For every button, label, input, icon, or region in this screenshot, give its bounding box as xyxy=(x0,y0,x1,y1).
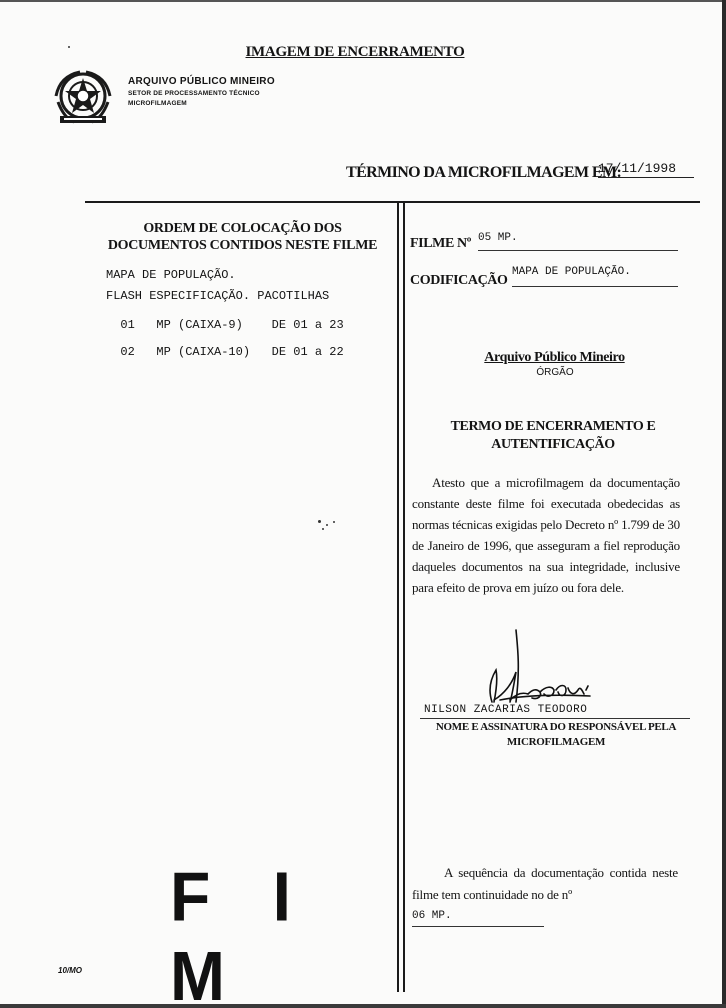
row-spec: MP (CAIXA-10) xyxy=(156,345,251,359)
institution-sector: SETOR DE PROCESSAMENTO TÉCNICO xyxy=(128,90,260,97)
filme-label: FILME Nº xyxy=(410,236,471,251)
scan-edge-top xyxy=(0,0,726,2)
row-pacotilhas: DE 01 a 22 xyxy=(271,345,344,359)
institution-name: ARQUIVO PÚBLICO MINEIRO xyxy=(128,76,275,87)
vertical-divider xyxy=(397,202,399,992)
signature-image xyxy=(470,620,620,710)
table-row xyxy=(106,318,344,332)
column-flash: FLASH xyxy=(106,289,143,303)
collection-name: MAPA DE POPULAÇÃO. xyxy=(106,268,236,282)
scan-speck xyxy=(318,520,321,523)
termo-heading: TERMO DE ENCERRAMENTO E AUTENTIFICAÇÃO xyxy=(450,419,656,452)
scan-speck xyxy=(68,46,70,48)
table-row xyxy=(106,345,344,359)
horizontal-divider xyxy=(85,201,700,203)
institution-block xyxy=(128,76,275,107)
row-flash: 02 xyxy=(120,345,135,359)
column-especificacao: ESPECIFICAÇÃO. xyxy=(149,289,251,303)
row-spec: MP (CAIXA-9) xyxy=(156,318,243,332)
codificacao-value: MAPA DE POPULAÇÃO. xyxy=(512,266,678,287)
row-flash: 01 xyxy=(120,318,135,332)
scan-speck xyxy=(333,521,335,523)
responsavel-caption: NOME E ASSINATURA DO RESPONSÁVEL PELA MICROFILMAGEM xyxy=(435,721,677,748)
termino-date: 17/11/1998 xyxy=(598,161,694,178)
signature-line xyxy=(420,718,690,719)
vertical-divider-inner xyxy=(403,202,405,992)
scan-speck xyxy=(326,524,328,526)
scan-edge-bottom xyxy=(0,1004,726,1008)
table-header xyxy=(106,289,329,303)
ordem-heading: ORDEM DE COLOCAÇÃO DOS DOCUMENTOS CONTIDOS NESTE FILME xyxy=(107,221,378,253)
sequencia-value: 06 MP. xyxy=(412,910,544,927)
termo-text: Atesto que a microfilmagem da documentação constante deste filme foi executada obedecidas as normas técnicas exigidas pelo Decreto nº 1.799 de 30 de Janeiro de 1996, que asseguram a fiel reprodução daqueles documentos na sua integridade, inclusive para efeito de prova em juízo ou fora dele. xyxy=(412,475,680,595)
institution-unit: MICROFILMAGEM xyxy=(128,100,187,107)
termino-label: TÉRMINO DA MICROFILMAGEM EM: xyxy=(346,164,622,181)
filme-number: 05 MP. xyxy=(478,232,678,251)
codificacao-label: CODIFICAÇÃO xyxy=(410,273,508,288)
row-pacotilhas: DE 01 a 23 xyxy=(271,318,344,332)
responsavel-name: NILSON ZACARIAS TEODORO xyxy=(424,704,588,716)
scan-speck xyxy=(322,528,324,530)
scan-edge-right xyxy=(722,0,726,1008)
form-code: 10/MO xyxy=(58,966,83,975)
orgao-label: ÓRGÃO xyxy=(536,367,574,378)
document-title: IMAGEM DE ENCERRAMENTO xyxy=(245,44,465,60)
orgao-name: Arquivo Público Mineiro xyxy=(484,350,625,365)
fim-marker: F I M xyxy=(170,857,313,1008)
sequencia-text: A sequência da documentação contida neste filme tem continuidade no de nº xyxy=(412,865,678,902)
column-pacotilhas: PACOTILHAS xyxy=(257,289,330,303)
coat-of-arms-seal-icon xyxy=(50,66,116,130)
